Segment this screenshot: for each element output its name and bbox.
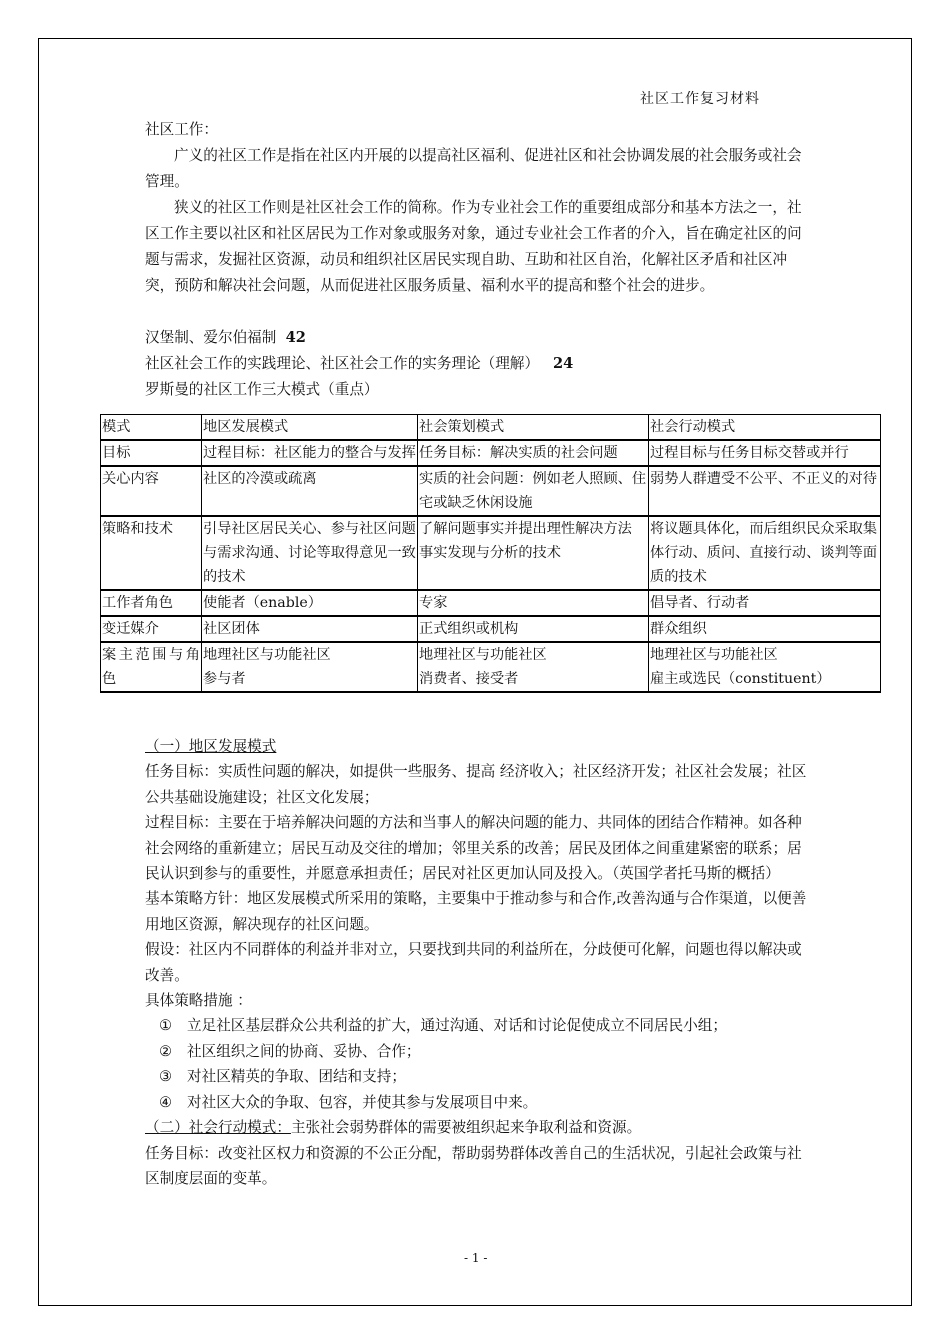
section1-measures-title: 具体策略措施 ： — [145, 992, 252, 1010]
intro-heading: 社区工作： — [145, 121, 218, 138]
intro-paragraph-broad: 广义的社区工作是指在社区内开展的以提高社区福利、促进社区和社会协调发展的社会服务或社会管理。 — [145, 147, 802, 190]
table-cell: 过程目标与任务目标交替或并行 — [649, 440, 881, 466]
table-header-cell: 地区发展模式 — [202, 415, 418, 441]
table-cell: 社区的冷漠或疏离 — [202, 466, 418, 516]
table-cell: 专家 — [418, 590, 649, 616]
table-row — [101, 440, 881, 466]
table-cell: 群众组织 — [649, 616, 881, 642]
table-cell: 关心内容 — [101, 466, 202, 516]
table-cell: 地理社区与功能社区 消费者、接受者 — [418, 642, 649, 692]
table-cell: 策略和技术 — [101, 516, 202, 590]
table-cell: 工作者角色 — [101, 590, 202, 616]
table-cell: 使能者（enable） — [202, 590, 418, 616]
note-line-2: 社区社会工作的实践理论、社区社会工作的实务理论（理解） 24 — [145, 355, 574, 372]
table-cell: 地理社区与功能社区 雇主或选民（constituent） — [649, 642, 881, 692]
model-details-section — [145, 734, 810, 1191]
table-row — [101, 590, 881, 616]
table-cell: 将议题具体化，而后组织民众采取集体行动、质问、直接行动、谈判等面质的技术 — [649, 516, 881, 590]
note-page-num-2: 24 — [552, 355, 574, 372]
section-title-social-action: （二）社会行动模式：主张社会弱势群体的需要被组织起来争取利益和资源。 — [145, 1119, 642, 1137]
table-cell: 任务目标：解决实质的社会问题 — [418, 440, 649, 466]
note-page-num-1: 42 — [285, 329, 306, 346]
note-line-1: 汉堡制、爱尔伯福制 42 — [145, 329, 306, 346]
table-row — [101, 466, 881, 516]
table-row — [101, 616, 881, 642]
page-header: 社区工作复习材料 — [640, 91, 760, 107]
list-item: ② 社区组织之间的协商、妥协、合作； — [159, 1042, 421, 1060]
section1-process: 过程目标：主要在于培养解决问题的方法和当事人的解决问题的能力、共同体的团结合作精神。如各种社会网络的重新建立；居民互动及交往的增加；邻里关系的改善；居民及团体之间重建紧密的联系；居民认识到参与的重要性，并愿意承担责任；居民对社区更加认同及投入。（英国学者托马斯的概括） — [145, 814, 802, 883]
rothman-models-table — [100, 414, 881, 693]
section1-assumption: 假设：社区内不同群体的利益并非对立，只要找到共同的利益所在，分歧便可化解，问题也得以解决或改善。 — [145, 941, 802, 984]
table-row — [101, 642, 881, 692]
table-cell: 了解问题事实并提出理性解决方法 事实发现与分析的技术 — [418, 516, 649, 590]
intro-section — [145, 117, 810, 403]
section2-task: 任务目标：改变社区权力和资源的不公正分配，帮助弱势群体改善自己的生活状况，引起社会政策与社区制度层面的变革。 — [145, 1144, 802, 1187]
table-cell: 引导社区居民关心、参与社区问题与需求沟通、讨论等取得意见一致的技术 — [202, 516, 418, 590]
table-cell: 实质的社会问题：例如老人照顾、住宅或缺乏休闲设施 — [418, 466, 649, 516]
table-row — [101, 516, 881, 590]
table-cell: 地理社区与功能社区 参与者 — [202, 642, 418, 692]
table-header-cell: 社会行动模式 — [649, 415, 881, 441]
table-header-row — [101, 415, 881, 441]
table-cell: 变迁媒介 — [101, 616, 202, 642]
list-item: ④ 对社区大众的争取、包容，并使其参与发展项目中来。 — [159, 1093, 538, 1111]
list-item: ③ 对社区精英的争取、团结和支持； — [159, 1068, 406, 1086]
table-cell: 倡导者、行动者 — [649, 590, 881, 616]
note-line-3: 罗斯曼的社区工作三大模式（重点） — [145, 381, 379, 398]
section1-policy: 基本策略方针：地区发展模式所采用的策略，主要集中于推动参与和合作,改善沟通与合作渠道，以便善用地区资源，解决现存的社区问题。 — [145, 890, 807, 933]
table-header-cell: 社会策划模式 — [418, 415, 649, 441]
section-title-local-development: （一）地区发展模式 — [145, 738, 277, 755]
page-number: - 1 - — [464, 1251, 488, 1265]
table-cell: 目标 — [101, 440, 202, 466]
table-cell: 正式组织或机构 — [418, 616, 649, 642]
intro-paragraph-narrow: 狭义的社区工作则是社区社会工作的简称。作为专业社会工作的重要组成部分和基本方法之一，社区工作主要以社区和社区居民为工作对象或服务对象，通过专业社会工作者的介入，旨在确定社区的问题与需求，发掘社区资源，动员和组织社区居民实现自助、互助和社区自治，化解社区矛盾和社区冲突，预防和解决社会问题，从而促进社区服务质量、福利水平的提高和整个社会的进步。 — [145, 199, 802, 294]
table-cell: 案主范围与角色 — [101, 642, 202, 692]
table-cell: 弱势人群遭受不公平、不正义的对待 — [649, 466, 881, 516]
table-header-cell: 模式 — [101, 415, 202, 441]
table-cell: 过程目标：社区能力的整合与发挥 — [202, 440, 418, 466]
table-cell: 社区团体 — [202, 616, 418, 642]
section1-task: 任务目标：实质性问题的解决，如提供一些服务、提高 经济收入；社区经济开发；社区社会发展；社区公共基础设施建设；社区文化发展； — [145, 763, 807, 806]
list-item: ① 立足社区基层群众公共利益的扩大，通过沟通、对话和讨论促使成立不同居民小组； — [159, 1017, 727, 1035]
